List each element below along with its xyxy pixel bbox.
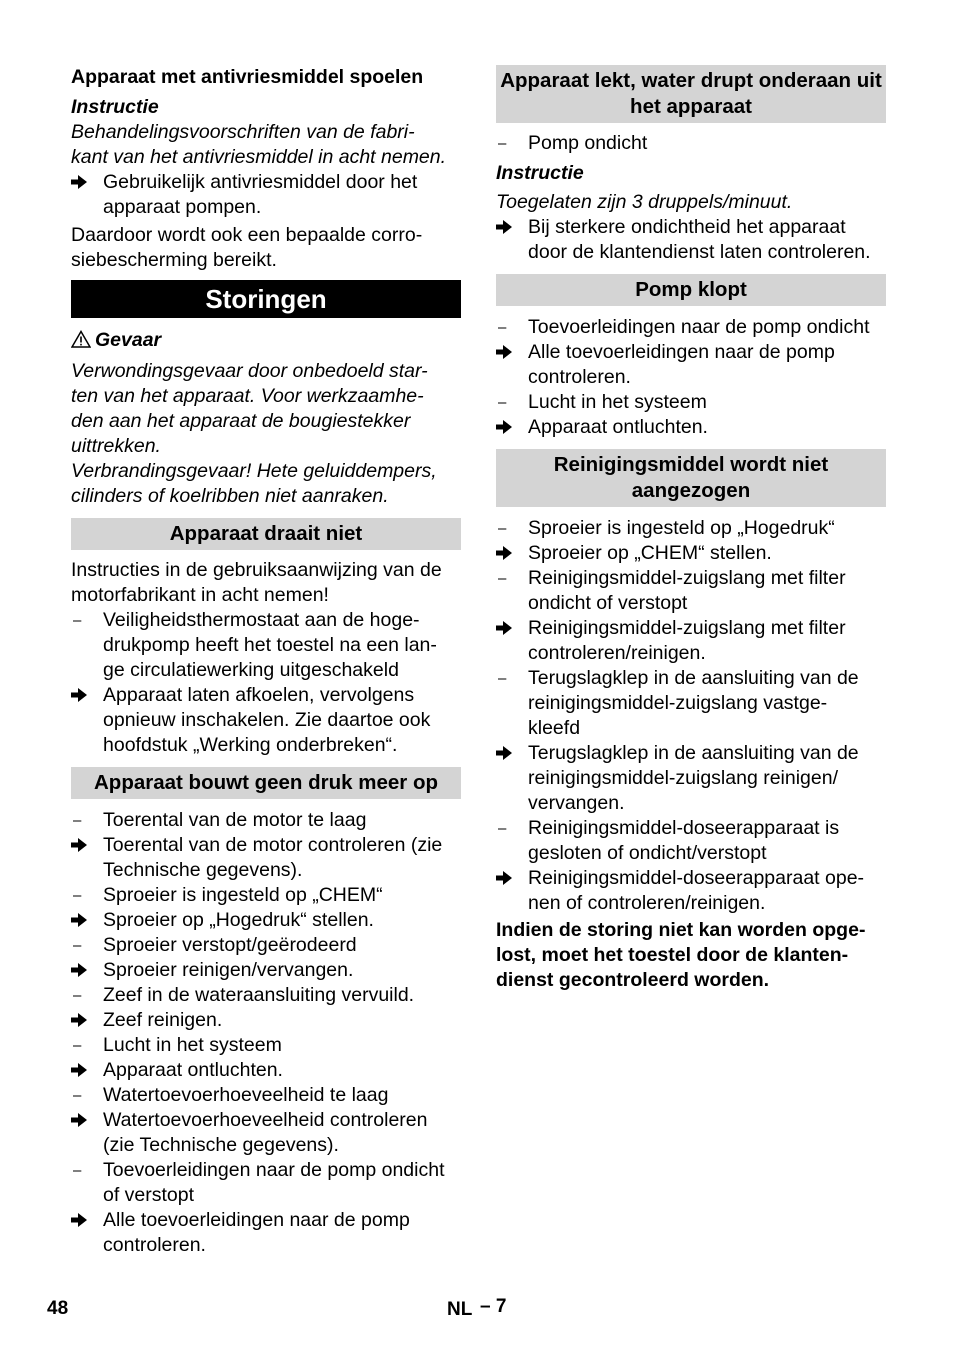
list-item-text: Apparaat ontluchten. [528, 416, 708, 438]
dash-icon: – [73, 612, 82, 629]
list-item-text: Sproeier verstopt/geërodeerd [103, 934, 357, 956]
list-item-text: Reinigingsmiddel-doseerapparaat ope- nen of controleren/reinigen. [528, 867, 865, 914]
leak-action-list [496, 215, 886, 265]
dash-icon: – [73, 1087, 82, 1104]
warning-triangle-icon [71, 330, 95, 355]
language-code: NL [447, 1299, 473, 1320]
list-item-text: Sproeier reinigen/vervangen. [103, 959, 354, 981]
action-item [496, 415, 886, 440]
flush-steps [71, 170, 461, 220]
arrow-right-icon [496, 340, 520, 359]
action-item [496, 741, 886, 816]
arrow-right-icon [496, 741, 520, 760]
action-item [71, 683, 461, 758]
list-item-text: Alle toevoerleidingen naar de pomp controleren. [528, 341, 835, 388]
dash-icon: – [498, 820, 507, 837]
cause-item [71, 608, 461, 683]
cause-item [496, 516, 886, 541]
heading-apparaat-draait-niet: Apparaat draait niet [71, 518, 461, 550]
no-run-list [71, 608, 461, 758]
list-item-text: Apparaat ontluchten. [103, 1059, 283, 1081]
arrow-right-icon [71, 908, 95, 927]
list-item-text: Reinigingsmiddel-zuigslang met filter controleren/reinigen. [528, 617, 846, 664]
list-item-text: Watertoevoerhoeveelheid te laag [103, 1084, 389, 1106]
dash-icon: – [73, 1037, 82, 1054]
no-pressure-list [71, 808, 461, 1258]
heading-flush-antifreeze: Apparaat met antivriesmiddel spoelen [71, 66, 424, 88]
list-item-text: Pomp ondicht [528, 132, 648, 154]
instruction-label: Instructie [496, 162, 584, 184]
action-item [496, 616, 886, 666]
action-item [496, 215, 886, 265]
dash-icon: – [73, 1162, 82, 1179]
heading-reinigingsmiddel: Reinigingsmiddel wordt niet aangezogen [496, 449, 886, 507]
list-item-text: Lucht in het systeem [528, 391, 707, 413]
arrow-right-icon [71, 1208, 95, 1227]
list-item-text: Reinigingsmiddel-doseerapparaat is gesloten of ondicht/verstopt [528, 817, 840, 864]
list-item-text: Sproeier op „Hogedruk“ stellen. [103, 909, 374, 931]
danger-label: Gevaar [95, 329, 162, 351]
detergent-list [496, 516, 886, 916]
heading-apparaat-lekt: Apparaat lekt, water drupt onderaan uit het apparaat [496, 65, 886, 123]
dash-icon: – [498, 394, 507, 411]
knock-list [496, 315, 886, 440]
cause-item [496, 816, 886, 866]
action-item [496, 340, 886, 390]
action-item [71, 958, 461, 983]
closing-note: Indien de storing niet kan worden opge- lost, moet het toestel door de klanten- dienst gecontroleerd worden. [496, 919, 866, 991]
list-item-text: Gebruikelijk antivriesmiddel door het apparaat pompen. [103, 171, 418, 218]
list-item-text: Toerental van de motor te laag [103, 809, 367, 831]
dash-icon: – [498, 570, 507, 587]
list-item-text: Sproeier is ingesteld op „CHEM“ [103, 884, 383, 906]
cause-item [496, 566, 886, 616]
list-item [71, 170, 461, 220]
list-item-text: Toevoerleidingen naar de pomp ondicht [528, 316, 870, 338]
flush-note: Daardoor wordt ook een bepaalde corro- siebescherming bereikt. [71, 224, 423, 271]
page-number: 48 [47, 1298, 69, 1319]
dash-icon: – [498, 520, 507, 537]
list-item-text: Sproeier is ingesteld op „Hogedruk“ [528, 517, 835, 539]
action-item [71, 1058, 461, 1083]
arrow-right-icon [71, 683, 95, 702]
cause-item [71, 1033, 461, 1058]
cause-item [496, 390, 886, 415]
cause-item [71, 883, 461, 908]
list-item-text: Sproeier op „CHEM“ stellen. [528, 542, 772, 564]
action-item [71, 1008, 461, 1033]
action-item [71, 1208, 461, 1258]
arrow-right-icon [71, 958, 95, 977]
list-item-text: Toerental van de motor controleren (zie Technische gegevens). [103, 834, 443, 881]
cause-item [496, 666, 886, 741]
arrow-right-icon [496, 866, 520, 885]
arrow-right-icon [496, 541, 520, 560]
dash-icon: – [498, 319, 507, 336]
section-title-storingen: Storingen [71, 280, 461, 318]
list-item-text: Reinigingsmiddel-zuigslang met filter ondicht of verstopt [528, 567, 846, 614]
dash-icon: – [73, 887, 82, 904]
action-item [71, 833, 461, 883]
list-item-text: Toevoerleidingen naar de pomp ondicht of verstopt [103, 1159, 445, 1206]
instruction-text: Toegelaten zijn 3 druppels/minuut. [496, 191, 793, 213]
list-item-text: Zeef reinigen. [103, 1009, 223, 1031]
cause-item [71, 1158, 461, 1208]
dash-icon: – [73, 937, 82, 954]
action-item [496, 541, 886, 566]
instruction-text: Behandelingsvoorschriften van de fabri- kant van het antivriesmiddel in acht nemen. [71, 121, 447, 168]
list-item-text: Veiligheidsthermostaat aan de hoge- drukpomp heeft het toestel na een lan- ge circulatiewerking uitgeschakeld [103, 609, 437, 681]
cause-item [71, 808, 461, 833]
list-item-text: Lucht in het systeem [103, 1034, 282, 1056]
cause-item [71, 983, 461, 1008]
list-item-text: Terugslagklep in de aansluiting van de reinigingsmiddel-zuigslang reinigen/ vervangen. [528, 742, 859, 814]
cause-item [71, 933, 461, 958]
action-item [71, 908, 461, 933]
arrow-right-icon [496, 616, 520, 635]
arrow-right-icon [71, 833, 95, 852]
leak-list [496, 131, 886, 156]
action-item [496, 866, 886, 916]
no-run-intro: Instructies in de gebruiksaanwijzing van de motorfabrikant in acht nemen! [71, 559, 442, 606]
arrow-right-icon [71, 1108, 95, 1127]
arrow-right-icon [71, 170, 95, 189]
danger-text-burn: Verbrandingsgevaar! Hete geluiddempers, cilinders of koelribben niet aanraken. [71, 460, 437, 507]
dash-icon: – [73, 987, 82, 1004]
heading-geen-druk: Apparaat bouwt geen druk meer op [71, 767, 461, 799]
danger-text-injury: Verwondingsgevaar door onbedoeld star- ten van het apparaat. Voor werkzaamhe- den aan het apparaat de bougiestekker uittrekken. [71, 360, 428, 457]
list-item-text: Alle toevoerleidingen naar de pomp controleren. [103, 1209, 410, 1256]
dash-icon: – [498, 670, 507, 687]
cause-item [496, 131, 886, 156]
arrow-right-icon [71, 1058, 95, 1077]
heading-pomp-klopt: Pomp klopt [496, 274, 886, 306]
dash-icon: – [73, 812, 82, 829]
action-item [71, 1108, 461, 1158]
arrow-right-icon [496, 415, 520, 434]
section-page-number: – 7 [480, 1296, 507, 1317]
list-item-text: Zeef in de wateraansluiting vervuild. [103, 984, 415, 1006]
list-item-text: Apparaat laten afkoelen, vervolgens opnieuw inschakelen. Zie daartoe ook hoofdstuk „Werking onderbreken“. [103, 684, 431, 756]
cause-item [71, 1083, 461, 1108]
left-column [71, 0, 461, 1258]
arrow-right-icon [496, 215, 520, 234]
instruction-label: Instructie [71, 96, 159, 118]
list-item-text: Bij sterkere ondichtheid het apparaat door de klantendienst laten controleren. [528, 216, 871, 263]
dash-icon: – [498, 135, 507, 152]
danger-heading [71, 328, 461, 355]
list-item-text: Watertoevoerhoeveelheid controleren (zie Technische gegevens). [103, 1109, 428, 1156]
list-item-text: Terugslagklep in de aansluiting van de reinigingsmiddel-zuigslang vastge- kleefd [528, 667, 859, 739]
cause-item [496, 315, 886, 340]
arrow-right-icon [71, 1008, 95, 1027]
right-column [496, 0, 886, 993]
